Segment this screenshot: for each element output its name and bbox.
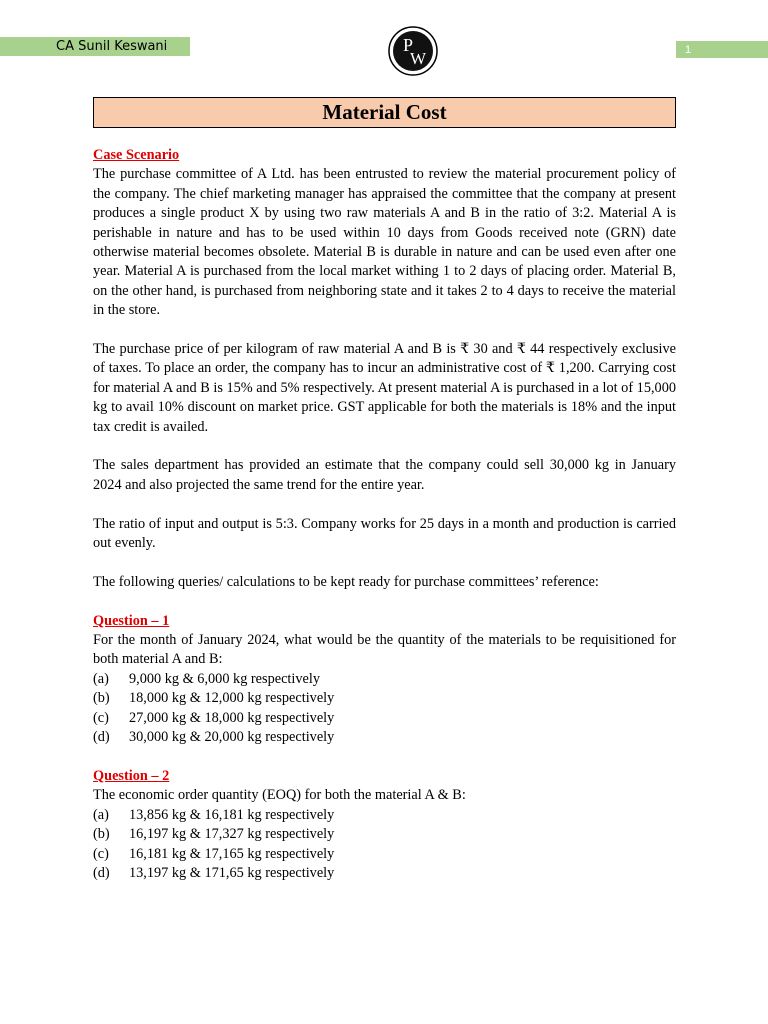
author-name: CA Sunil Keswani — [56, 39, 168, 54]
svg-text:W: W — [409, 49, 427, 68]
page-number-band — [676, 41, 768, 58]
question-2-option-c: (c) 16,181 kg & 17,165 kg respectively — [93, 845, 335, 862]
question-1-text: For the month of January 2024, what would be the quantity of the materials to be requisitioned for both material A and B: — [93, 632, 676, 668]
question-1-option-d: (d) 30,000 kg & 20,000 kg respectively — [93, 729, 335, 746]
case-heading: Case Scenario — [93, 147, 180, 163]
question-1-option-a: (a) 9,000 kg & 6,000 kg respectively — [93, 670, 320, 687]
document-body — [93, 146, 676, 883]
title-box — [93, 97, 676, 128]
case-paragraph-1: The purchase committee of A Ltd. has been entrusted to review the material procurement policy of the company. The chief marketing manager has appraised the committee that the company at present produces a single product X by using two raw materials A and B in the ratio of 3:2. Material A is perishable in nature and has to be used within 10 days from Goods received note (GRN) date otherwise material becomes obsolete. Material B is durable in nature and can be used even after one year. Material A is purchased from the local market withing 1 to 2 days of placing order. Material B, on the other hand, is purchased from neighboring state and it takes 2 to 4 days to receive the material in the store. — [93, 166, 676, 319]
svg-text:P: P — [402, 35, 414, 55]
question-1-heading: Question – 1 — [93, 612, 170, 629]
case-paragraph-5: The following queries/ calculations to be kept ready for purchase committees’ reference: — [93, 573, 599, 590]
page-title: Material Cost — [322, 100, 447, 124]
case-paragraph-4: The ratio of input and output is 5:3. Company works for 25 days in a month and production is carried out evenly. — [93, 515, 676, 552]
question-2-option-d: (d) 13,197 kg & 171,65 kg respectively — [93, 864, 335, 881]
question-1-option-b: (b) 18,000 kg & 12,000 kg respectively — [93, 690, 335, 707]
case-paragraph-2: The purchase price of per kilogram of raw material A and B is ₹ 30 and ₹ 44 respectively exclusive of taxes. To place an order, the company has to incur an administrative cost of ₹ 1,200. Carrying cost for material A and B is 15% and 5% respectively. At present material A is purchased in a lot of 15,000 kg to avail 10% discount on market price. GST applicable for both the materials is 18% and the input tax credit is availed. — [93, 341, 676, 435]
question-2-heading: Question – 2 — [93, 767, 170, 784]
question-2-text: The economic order quantity (EOQ) for both the material A & B: — [93, 787, 466, 804]
pw-logo-icon — [388, 26, 438, 76]
case-paragraph-3: The sales department has provided an estimate that the company could sell 30,000 kg in January 2024 and also projected the same trend for the entire year. — [93, 457, 676, 493]
question-2-option-a: (a) 13,856 kg & 16,181 kg respectively — [93, 806, 335, 823]
question-1-option-c: (c) 27,000 kg & 18,000 kg respectively — [93, 709, 335, 726]
page-number: 1 — [685, 43, 692, 56]
author-band — [0, 37, 190, 56]
question-2-option-b: (b) 16,197 kg & 17,327 kg respectively — [93, 826, 335, 843]
